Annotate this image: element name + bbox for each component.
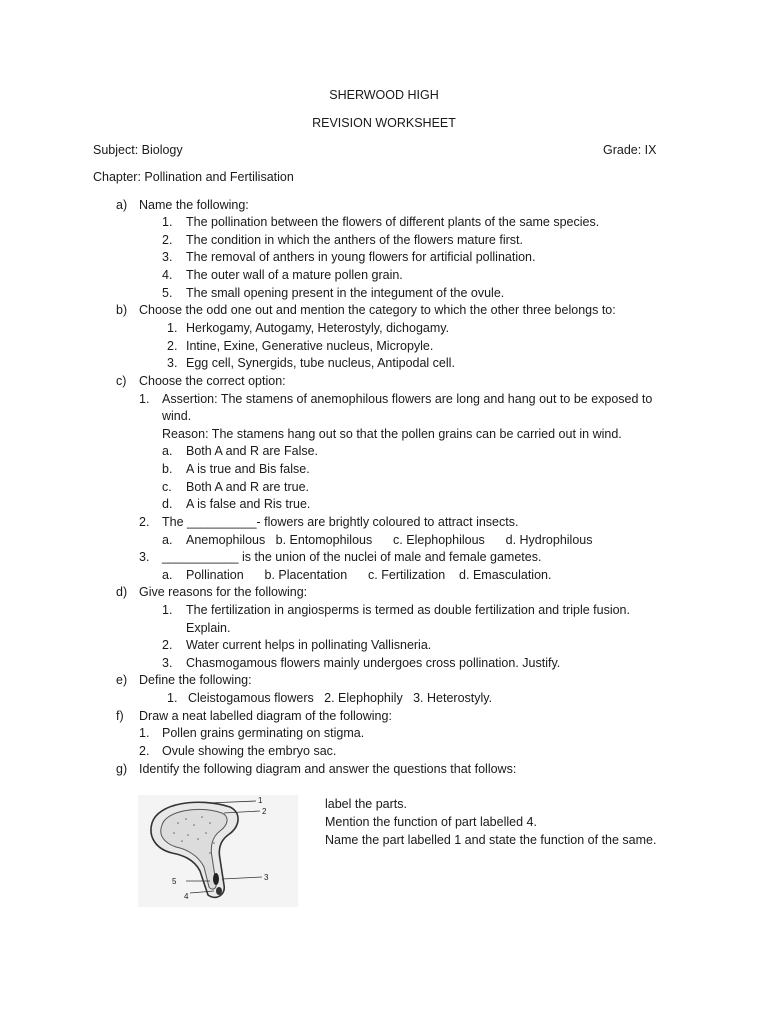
item-number: 1. [167,321,178,335]
item-number: 1. [162,603,173,617]
item-number: 2. [162,638,173,652]
question-item: Intine, Exine, Generative nucleus, Micropyle. [186,339,434,353]
diagram-label: 4 [184,892,189,901]
section-marker: f) [116,709,124,723]
section-heading: Choose the correct option: [139,374,286,388]
option-text: Pollination b. Placentation c. Fertilization d. Emasculation. [186,568,552,582]
section-marker: d) [116,585,128,599]
diagram-label: 1 [258,796,263,805]
assertion-text-cont: wind. [162,409,192,423]
question-item: The removal of anthers in young flowers for artificial pollination. [186,250,536,264]
question-item: Ovule showing the embryo sac. [162,744,337,758]
pollen-germination-diagram [138,795,298,907]
question-item: Mention the function of part labelled 4. [325,815,537,829]
section-heading: Define the following: [139,673,252,687]
diagram-label: 3 [264,873,269,882]
question-item: Egg cell, Synergids, tube nucleus, Antipodal cell. [186,356,455,370]
item-number: 3. [162,656,173,670]
section-marker: b) [116,303,128,317]
chapter-label: Chapter: Pollination and Fertilisation [93,170,294,184]
option-text: Both A and R are False. [186,444,319,458]
option-text: Both A and R are true. [186,480,309,494]
question-item-cont: Explain. [186,621,231,635]
question-item: ___________ is the union of the nuclei of male and female gametes. [162,550,542,564]
reason-text: Reason: The stamens hang out so that the pollen grains can be carried out in wind. [162,427,622,441]
section-heading: Choose the odd one out and mention the category to which the other three belongs to: [139,303,616,317]
option-letter: d. [162,497,173,511]
question-item: Chasmogamous flowers mainly undergoes cross pollination. Justify. [186,656,561,670]
question-item: Water current helps in pollinating Vallisneria. [186,638,432,652]
question-item: label the parts. [325,797,407,811]
item-number: 2. [139,744,150,758]
question-item: Pollen grains germinating on stigma. [162,726,365,740]
assertion-text: Assertion: The stamens of anemophilous flowers are long and hang out to be exposed to [162,392,653,406]
item-number: 3. [167,356,178,370]
option-letter: b. [162,462,173,476]
option-text: A is true and Bis false. [186,462,310,476]
item-number: 1. [162,215,173,229]
section-marker: c) [116,374,127,388]
section-heading: Draw a neat labelled diagram of the following: [139,709,392,723]
item-number: 1. [167,691,178,705]
section-heading: Give reasons for the following: [139,585,308,599]
option-letter: c. [162,480,172,494]
question-item: Herkogamy, Autogamy, Heterostyly, dichogamy. [186,321,450,335]
question-item: The pollination between the flowers of different plants of the same species. [186,215,600,229]
school-name: SHERWOOD HIGH [329,88,439,102]
option-letter: a. [162,444,173,458]
item-number: 4. [162,268,173,282]
question-item: The small opening present in the integument of the ovule. [186,286,505,300]
item-number: 2. [162,233,173,247]
item-number: 3. [139,550,150,564]
grade-label: Grade: IX [603,143,657,157]
question-item: The __________- flowers are brightly coloured to attract insects. [162,515,519,529]
item-number: 2. [139,515,150,529]
question-item: Cleistogamous flowers 2. Elephophily 3. Heterostyly. [188,691,493,705]
option-text: A is false and Ris true. [186,497,311,511]
option-text: Anemophilous b. Entomophilous c. Elephophilous d. Hydrophilous [186,533,593,547]
section-marker: g) [116,762,128,776]
question-item: The fertilization in angiosperms is termed as double fertilization and triple fusion. [186,603,630,617]
option-letter: a. [162,568,173,582]
question-item: The condition in which the anthers of the flowers mature first. [186,233,523,247]
option-letter: a. [162,533,173,547]
pollen-diagram-svg [138,795,298,907]
section-heading: Name the following: [139,198,249,212]
question-item: Name the part labelled 1 and state the function of the same. [325,833,657,847]
subject-label: Subject: Biology [93,143,183,157]
item-number: 1. [139,726,150,740]
item-number: 2. [167,339,178,353]
question-item: The outer wall of a mature pollen grain. [186,268,403,282]
item-number: 5. [162,286,173,300]
section-marker: e) [116,673,128,687]
worksheet-title: REVISION WORKSHEET [312,116,456,130]
section-marker: a) [116,198,128,212]
section-heading: Identify the following diagram and answer the questions that follows: [139,762,517,776]
diagram-label: 5 [172,877,177,886]
item-number: 3. [162,250,173,264]
diagram-label: 2 [262,807,267,816]
item-number: 1. [139,392,150,406]
